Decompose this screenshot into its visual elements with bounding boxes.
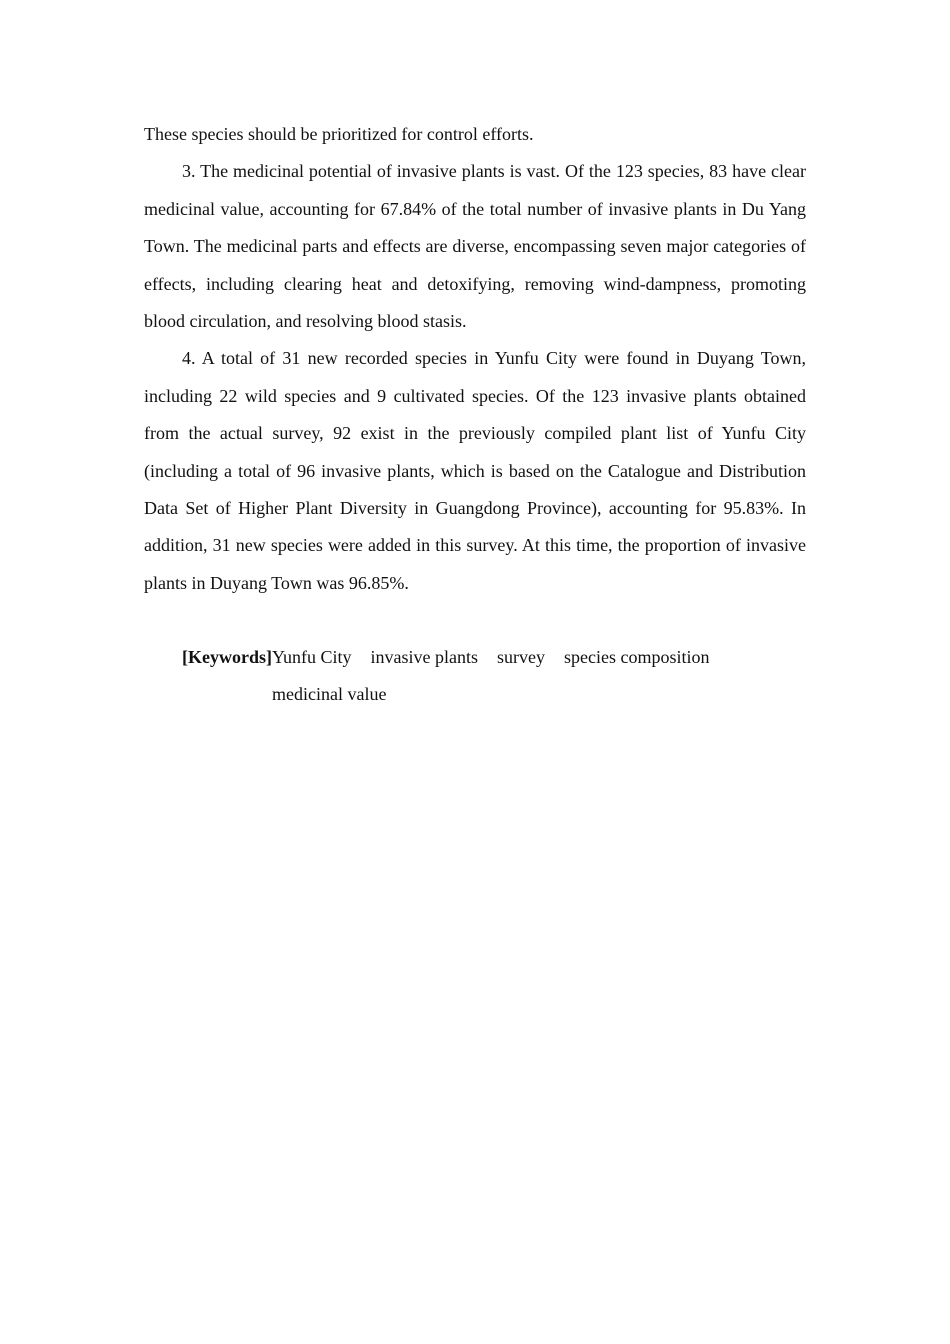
body-text <box>144 116 806 602</box>
paragraph-point-4: 4. A total of 31 new recorded species in Yunfu City were found in Duyang Town, including 22 wild species and 9 cultivated species. Of the 123 invasive plants obtained from the actual survey, 92 exist in the previously compiled plant list of Yunfu City (including a total of 96 invasive plants, which is based on the Catalogue and Distribution Data Set of Higher Plant Diversity in Guangdong Province), accounting for 95.83%. In addition, 31 new species were added in this survey. At this time, the proportion of invasive plants in Duyang Town was 96.85%. <box>144 348 806 593</box>
keyword-item: invasive plants <box>370 647 478 667</box>
paragraph-point-3: 3. The medicinal potential of invasive plants is vast. Of the 123 species, 83 have clear medicinal value, accounting for 67.84% of the total number of invasive plants in Du Yang Town. The medicinal parts and effects are diverse, encompassing seven major categories of effects, including clearing heat and detoxifying, removing wind-dampness, promoting blood circulation, and resolving blood stasis. <box>144 161 806 332</box>
keyword-item: Yunfu City <box>271 647 352 667</box>
paragraph-continuation: These species should be prioritized for control efforts. <box>144 124 534 144</box>
keyword-item: species composition <box>563 647 710 667</box>
keyword-item: survey <box>496 647 545 667</box>
keywords-list <box>272 639 772 714</box>
keyword-item: medicinal value <box>271 684 387 705</box>
keywords-label: [Keywords] <box>182 647 272 667</box>
keywords-section <box>182 639 806 714</box>
